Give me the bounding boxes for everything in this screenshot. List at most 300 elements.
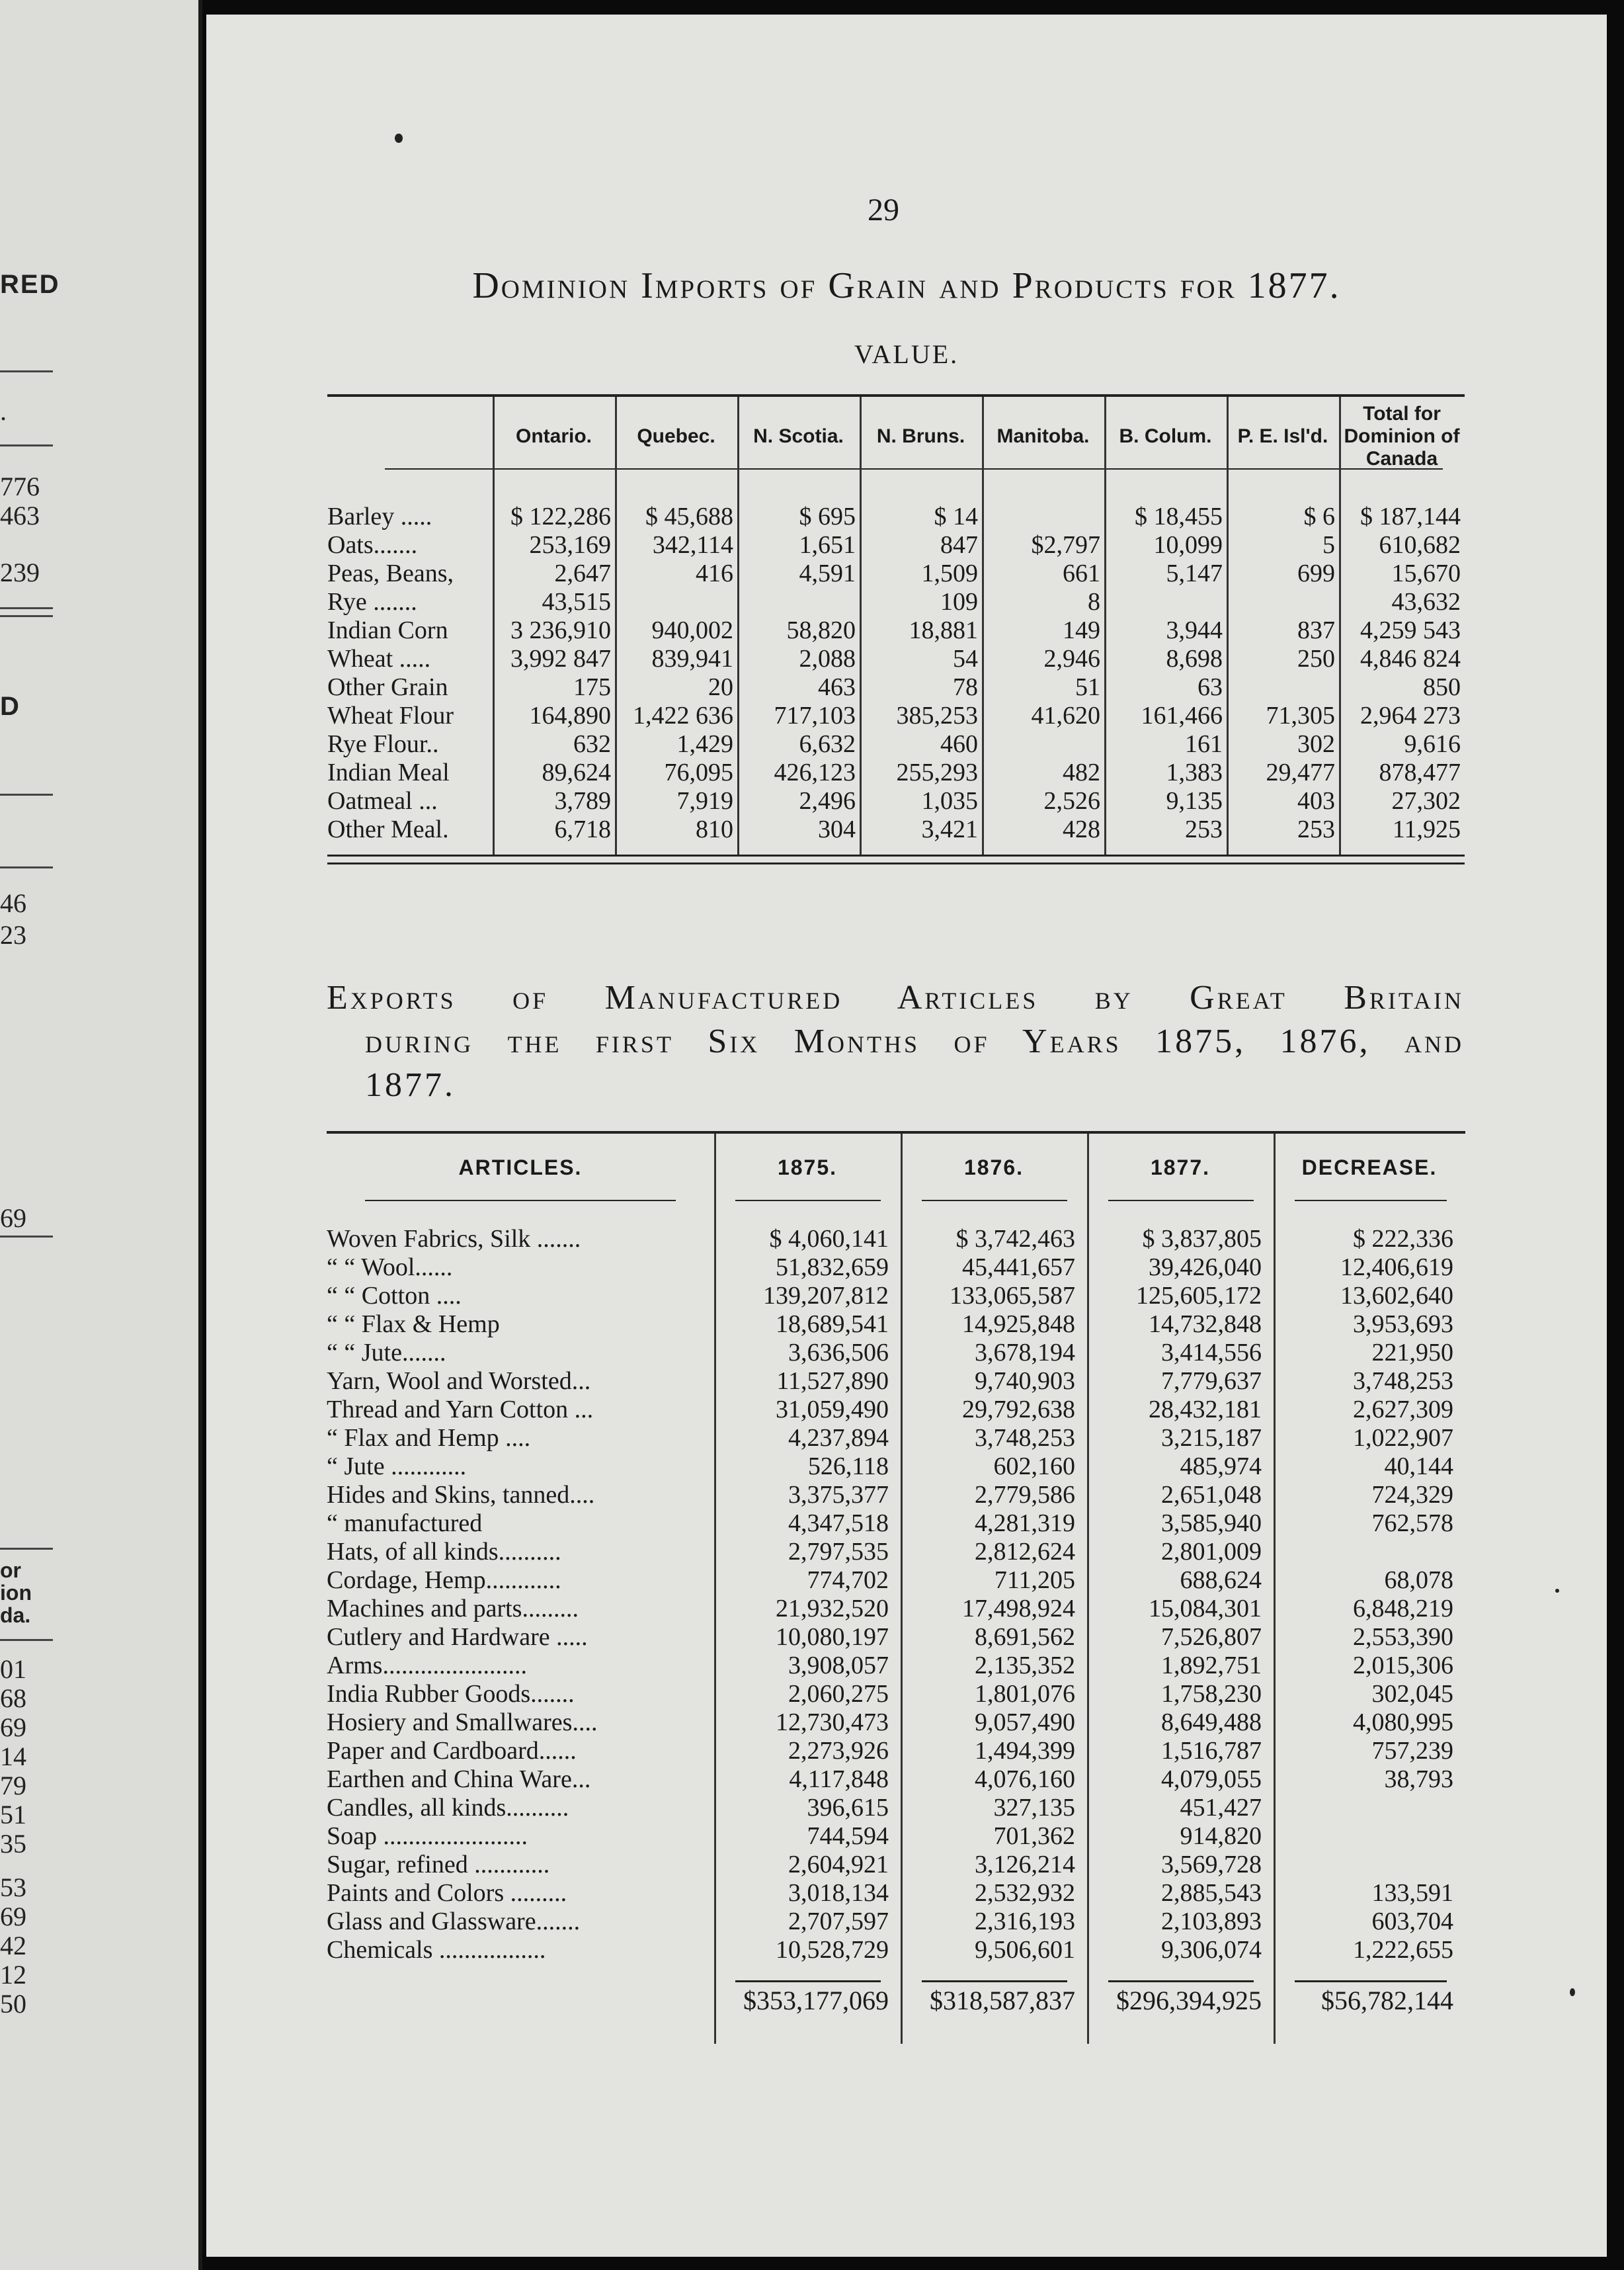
- exports-title-line: during the first Six Months of Years 1875, 1876, and: [365, 1023, 1464, 1060]
- table-cell: 9,135: [1166, 787, 1223, 815]
- table-cell: [1104, 588, 1227, 616]
- left-fragment: 01: [0, 1654, 26, 1684]
- table-cell: 8,649,488: [1161, 1708, 1262, 1736]
- print-speck: [1570, 1988, 1575, 1996]
- table-row: [327, 816, 1465, 844]
- table-cell: 253: [1185, 816, 1223, 843]
- left-fragment: 42: [0, 1931, 26, 1960]
- table-cell: 3,748,253: [975, 1424, 1075, 1452]
- table-cell: 3,215,187: [1161, 1424, 1262, 1452]
- table-cell: 426,123: [774, 759, 856, 786]
- table-cell: 485,974: [1180, 1452, 1262, 1480]
- table-cell: 661: [1063, 560, 1100, 587]
- table-cell: 1,035: [921, 787, 978, 815]
- row-label: Cordage, Hemp............: [327, 1566, 561, 1594]
- row-label: “ Flax and Hemp ....: [327, 1424, 531, 1452]
- left-fragment: 51: [0, 1800, 26, 1829]
- table-cell: 2,964 273: [1360, 702, 1461, 730]
- table-cell: 14,925,848: [962, 1310, 1075, 1338]
- table-row: [327, 759, 1465, 787]
- left-fragment: .: [0, 396, 7, 426]
- total-cell: [327, 1964, 714, 2015]
- table-row: [327, 1936, 1465, 1964]
- left-fragment: RED: [0, 270, 60, 299]
- table-cell: 2,273,926: [788, 1737, 889, 1765]
- table-cell: 2,060,275: [788, 1680, 889, 1708]
- table-cell: 2,946: [1043, 645, 1100, 673]
- table-cell: 2,647: [554, 560, 611, 587]
- table-cell: 2,801,009: [1161, 1538, 1262, 1566]
- table-cell: 717,103: [774, 702, 856, 730]
- left-rule: [0, 607, 53, 609]
- table-cell: 940,002: [651, 616, 733, 644]
- table-cell: 38,793: [1384, 1765, 1453, 1793]
- table-row: [327, 673, 1465, 702]
- left-fragment: 50: [0, 1989, 26, 2019]
- table-cell: 8,691,562: [975, 1623, 1075, 1651]
- table-cell: 29,477: [1266, 759, 1335, 786]
- row-label: Peas, Beans,: [327, 560, 454, 587]
- table-cell: 3,789: [554, 787, 611, 815]
- table-cell: 1,494,399: [975, 1737, 1075, 1765]
- left-fragment: 46: [0, 888, 26, 918]
- table-row: [327, 1680, 1465, 1708]
- column-header: N. Scotia.: [753, 425, 844, 447]
- table-cell: [982, 730, 1104, 759]
- table-cell: 914,820: [1180, 1822, 1262, 1850]
- column-header: 1875.: [777, 1155, 838, 1179]
- spacer-row: [327, 476, 1465, 503]
- row-label: Other Meal.: [327, 816, 449, 843]
- table-cell: 2,627,309: [1353, 1396, 1453, 1423]
- table-cell: 10,528,729: [776, 1936, 889, 1964]
- table-cell: 1,758,230: [1161, 1680, 1262, 1708]
- table-cell: 253,169: [529, 531, 611, 559]
- table-cell: 688,624: [1180, 1566, 1262, 1594]
- table-cell: 5: [1322, 531, 1335, 559]
- imports-title: Dominion Imports of Grain and Products for 1877.: [472, 265, 1341, 306]
- left-fragment: 239: [0, 558, 40, 587]
- table-cell: $ 4,060,141: [769, 1225, 889, 1253]
- table-cell: 762,578: [1371, 1509, 1453, 1537]
- total-cell: $296,394,925: [1116, 1986, 1262, 2015]
- left-fragment: 68: [0, 1683, 26, 1713]
- row-label: Glass and Glassware.......: [327, 1908, 581, 1935]
- exports-header-row: [327, 1134, 1465, 1201]
- row-label: Yarn, Wool and Worsted...: [327, 1367, 591, 1395]
- table-cell: $2,797: [1031, 531, 1100, 559]
- table-cell: 58,820: [786, 616, 856, 644]
- column-header: DECREASE.: [1301, 1155, 1438, 1179]
- table-cell: 610,682: [1379, 531, 1461, 559]
- table-cell: 9,057,490: [975, 1708, 1075, 1736]
- table-cell: 526,118: [807, 1452, 889, 1480]
- table-cell: 40,144: [1384, 1452, 1453, 1480]
- table-cell: 3,944: [1166, 616, 1223, 644]
- row-label: Wheat Flour: [327, 702, 454, 730]
- left-fragment: 12: [0, 1960, 26, 1990]
- table-cell: 3,126,214: [975, 1851, 1075, 1878]
- table-cell: 839,941: [651, 645, 733, 673]
- table-row: [327, 1595, 1465, 1623]
- row-label: Sugar, refined ............: [327, 1851, 550, 1878]
- print-speck: [395, 134, 403, 143]
- table-cell: 2,604,921: [788, 1851, 889, 1878]
- table-cell: 701,362: [993, 1822, 1075, 1850]
- table-row: [327, 1367, 1465, 1396]
- table-cell: 4,259 543: [1360, 616, 1461, 644]
- table-cell: 12,730,473: [776, 1708, 889, 1736]
- table-cell: 125,605,172: [1136, 1282, 1262, 1310]
- table-cell: 3,018,134: [788, 1879, 889, 1907]
- table-cell: 451,427: [1180, 1794, 1262, 1822]
- table-cell: 2,812,624: [975, 1538, 1075, 1566]
- table-cell: $ 695: [799, 503, 856, 530]
- row-label: Paper and Cardboard......: [327, 1737, 577, 1765]
- table-cell: 4,117,848: [789, 1765, 889, 1793]
- table-row: [327, 1396, 1465, 1424]
- table-cell: 744,594: [807, 1822, 889, 1850]
- table-cell: 161,466: [1141, 702, 1223, 730]
- table-cell: 2,088: [799, 645, 856, 673]
- left-fragment: 79: [0, 1771, 26, 1800]
- table-cell: 78: [953, 673, 978, 701]
- table-cell: 699: [1297, 560, 1335, 587]
- table-cell: [982, 503, 1104, 531]
- table-cell: 1,892,751: [1161, 1652, 1262, 1679]
- row-label: Soap .......................: [327, 1822, 528, 1850]
- left-rule: [0, 1639, 53, 1641]
- table-row: [327, 531, 1465, 560]
- table-row: [327, 1623, 1465, 1652]
- table-cell: 428: [1063, 816, 1100, 843]
- table-cell: 3,908,057: [788, 1652, 889, 1679]
- table-cell: 11,527,890: [776, 1367, 889, 1395]
- table-cell: 8,698: [1166, 645, 1223, 673]
- table-cell: 9,306,074: [1161, 1936, 1262, 1964]
- row-label: “ “ Jute.......: [327, 1339, 446, 1366]
- table-cell: 29,792,638: [962, 1396, 1075, 1423]
- table-cell: 632: [573, 730, 611, 758]
- table-cell: 20: [708, 673, 733, 701]
- column-header: 1877.: [1150, 1155, 1211, 1179]
- table-cell: $ 187,144: [1360, 503, 1461, 530]
- table-cell: 21,932,520: [776, 1595, 889, 1622]
- table-cell: 68,078: [1384, 1566, 1453, 1594]
- table-cell: 7,779,637: [1161, 1367, 1262, 1395]
- table-cell: 302: [1297, 730, 1335, 758]
- row-label: Cutlery and Hardware .....: [327, 1623, 588, 1651]
- table-cell: 4,076,160: [975, 1765, 1075, 1793]
- table-cell: 28,432,181: [1149, 1396, 1262, 1423]
- table-cell: 164,890: [529, 702, 611, 730]
- table-cell: 109: [940, 588, 978, 616]
- table-cell: 2,135,352: [975, 1652, 1075, 1679]
- table-row: [327, 503, 1465, 531]
- left-fragment: 53: [0, 1872, 26, 1902]
- print-speck: [1555, 1589, 1559, 1593]
- table-cell: $ 3,742,463: [955, 1225, 1075, 1253]
- table-cell: 6,848,219: [1353, 1595, 1453, 1622]
- table-cell: 1,422 636: [633, 702, 733, 730]
- table-cell: 161: [1185, 730, 1223, 758]
- row-label: Paints and Colors .........: [327, 1879, 567, 1907]
- table-cell: 133,065,587: [950, 1282, 1075, 1310]
- table-cell: [1227, 673, 1339, 702]
- table-cell: 1,383: [1166, 759, 1223, 786]
- table-cell: 757,239: [1371, 1737, 1453, 1765]
- left-rule: [0, 615, 53, 617]
- table-row: [327, 1481, 1465, 1509]
- table-row: [327, 616, 1465, 645]
- row-label: Oats.......: [327, 531, 418, 559]
- left-fragment: 776: [0, 472, 40, 501]
- table-cell: 15,084,301: [1149, 1595, 1262, 1622]
- table-cell: 2,103,893: [1161, 1908, 1262, 1935]
- exports-table: [327, 1134, 1465, 2015]
- table-cell: 12,406,619: [1340, 1253, 1453, 1281]
- table-row: [327, 1908, 1465, 1936]
- table-cell: 71,305: [1266, 702, 1335, 730]
- table-cell: 253: [1297, 816, 1335, 843]
- totals-row: [327, 1964, 1465, 2015]
- table-cell: 10,099: [1153, 531, 1223, 559]
- table-cell: 602,160: [993, 1452, 1075, 1480]
- table-row: [327, 1822, 1465, 1851]
- table-row: [327, 1879, 1465, 1908]
- table-cell: 2,885,543: [1161, 1879, 1262, 1907]
- table-cell: 1,516,787: [1161, 1737, 1262, 1765]
- table-cell: 4,080,995: [1353, 1708, 1453, 1736]
- left-fragment: ion: [0, 1581, 32, 1605]
- table-cell: 3,636,506: [788, 1339, 889, 1366]
- table-cell: 460: [940, 730, 978, 758]
- row-label: Hats, of all kinds..........: [327, 1538, 561, 1566]
- imports-header-row: [327, 397, 1465, 476]
- table-cell: 3,414,556: [1161, 1339, 1262, 1366]
- table-cell: 63: [1198, 673, 1223, 701]
- table-row: [327, 1253, 1465, 1282]
- table-cell: 396,615: [807, 1794, 889, 1822]
- table-cell: 45,441,657: [962, 1253, 1075, 1281]
- table-cell: 4,846 824: [1360, 645, 1461, 673]
- row-label: Thread and Yarn Cotton ...: [327, 1396, 594, 1423]
- row-label: Woven Fabrics, Silk .......: [327, 1225, 581, 1253]
- table-cell: 10,080,197: [776, 1623, 889, 1651]
- table-cell: 4,591: [799, 560, 856, 587]
- table-cell: 51,832,659: [776, 1253, 889, 1281]
- left-rule: [0, 370, 53, 372]
- table-cell: 327,135: [993, 1794, 1075, 1822]
- table-row: [327, 1310, 1465, 1339]
- table-cell: 7,919: [676, 787, 733, 815]
- table-cell: 2,797,535: [788, 1538, 889, 1566]
- left-fragment: 14: [0, 1742, 26, 1771]
- table-cell: $ 122,286: [510, 503, 611, 530]
- table-cell: 3,421: [921, 816, 978, 843]
- table-row: [327, 1765, 1465, 1794]
- left-rule: [0, 866, 53, 868]
- column-header: 1876.: [963, 1155, 1024, 1179]
- table-cell: 2,316,193: [975, 1908, 1075, 1935]
- table-cell: 2,651,048: [1161, 1481, 1262, 1509]
- table-row: [327, 560, 1465, 588]
- table-cell: 1,429: [676, 730, 733, 758]
- row-label: “ “ Cotton ....: [327, 1282, 462, 1310]
- table-cell: 482: [1063, 759, 1100, 786]
- left-fragment: 69: [0, 1712, 26, 1742]
- imports-subtitle: VALUE.: [854, 339, 959, 369]
- table-cell: 76,095: [664, 759, 733, 786]
- table-cell: 878,477: [1379, 759, 1461, 786]
- column-header: Ontario.: [515, 425, 592, 447]
- table-cell: $ 6: [1303, 503, 1335, 530]
- row-label: Wheat .....: [327, 645, 431, 673]
- left-rule: [0, 794, 53, 796]
- total-cell: $318,587,837: [930, 1986, 1075, 2015]
- table-cell: 3,953,693: [1353, 1310, 1453, 1338]
- table-cell: 2,553,390: [1353, 1623, 1453, 1651]
- table-cell: $ 45,688: [645, 503, 733, 530]
- table-cell: 724,329: [1371, 1481, 1453, 1509]
- table-cell: 810: [696, 816, 733, 843]
- table-cell: 18,689,541: [776, 1310, 889, 1338]
- table-cell: 51: [1075, 673, 1100, 701]
- table-cell: 221,950: [1371, 1339, 1453, 1366]
- table-cell: 4,079,055: [1161, 1765, 1262, 1793]
- table-cell: 139,207,812: [763, 1282, 889, 1310]
- row-label: Arms.......................: [327, 1652, 527, 1679]
- table-cell: 18,881: [909, 616, 978, 644]
- table-cell: 9,616: [1404, 730, 1461, 758]
- table-cell: 149: [1063, 616, 1100, 644]
- table-cell: 711,205: [994, 1566, 1075, 1594]
- table-cell: 1,222,655: [1353, 1936, 1453, 1964]
- table-cell: 43,515: [542, 588, 611, 616]
- row-label: Other Grain: [327, 673, 448, 701]
- table-cell: 11,925: [1392, 816, 1461, 843]
- table-cell: 15,670: [1391, 560, 1461, 587]
- left-rule: [0, 444, 53, 446]
- table-cell: 774,702: [807, 1566, 889, 1594]
- table-cell: [1274, 1851, 1465, 1879]
- column-header: B. Colum.: [1119, 425, 1212, 447]
- table-cell: 175: [573, 673, 611, 701]
- row-label: Rye .......: [327, 588, 417, 616]
- table-row: [327, 1794, 1465, 1822]
- row-label: Earthen and China Ware...: [327, 1765, 591, 1793]
- row-label: Hosiery and Smallwares....: [327, 1708, 598, 1736]
- table-cell: 1,022,907: [1353, 1424, 1453, 1452]
- table-row: [327, 1851, 1465, 1879]
- spacer-row: [327, 1201, 1465, 1225]
- table-cell: 133,591: [1371, 1879, 1453, 1907]
- left-fragment: or: [0, 1558, 21, 1582]
- table-cell: [1227, 588, 1339, 616]
- column-header: P. E. Isl'd.: [1237, 425, 1328, 447]
- table-cell: 8: [1088, 588, 1100, 616]
- table-cell: 6,632: [799, 730, 856, 758]
- row-label: “ “ Flax & Hemp: [327, 1310, 500, 1338]
- table-cell: [1274, 1794, 1465, 1822]
- column-header: Manitoba.: [996, 425, 1090, 447]
- table-cell: 7,526,807: [1161, 1623, 1262, 1651]
- table-cell: 2,779,586: [975, 1481, 1075, 1509]
- left-fragment: 463: [0, 501, 40, 530]
- table-row: [327, 645, 1465, 673]
- table-cell: 3,569,728: [1161, 1851, 1262, 1878]
- total-cell: $56,782,144: [1321, 1986, 1453, 2015]
- table-cell: 2,015,306: [1353, 1652, 1453, 1679]
- row-label: “ “ Wool......: [327, 1253, 453, 1281]
- table-cell: 463: [818, 673, 856, 701]
- table-cell: 304: [818, 816, 856, 843]
- exports-title-line: 1877.: [365, 1066, 456, 1104]
- table-cell: 847: [940, 531, 978, 559]
- left-rule: [0, 1236, 53, 1238]
- row-label: Indian Meal: [327, 759, 450, 786]
- page-number: 29: [868, 192, 899, 228]
- table-cell: 302,045: [1371, 1680, 1453, 1708]
- table-row: [327, 1452, 1465, 1481]
- table-cell: 39,426,040: [1149, 1253, 1262, 1281]
- row-label: India Rubber Goods.......: [327, 1680, 575, 1708]
- table-row: [327, 702, 1465, 730]
- table-cell: 4,281,319: [975, 1509, 1075, 1537]
- column-header: Total for Dominion of Canada: [1344, 403, 1460, 470]
- left-fragment: 23: [0, 920, 26, 950]
- table-cell: 89,624: [542, 759, 611, 786]
- table-cell: 2,496: [799, 787, 856, 815]
- table-cell: 2,532,932: [975, 1879, 1075, 1907]
- row-label: Chemicals .................: [327, 1936, 546, 1964]
- table-row: [327, 1538, 1465, 1566]
- exports-title: [327, 976, 1464, 1107]
- table-cell: 3 236,910: [510, 616, 611, 644]
- table-cell: 3,748,253: [1353, 1367, 1453, 1395]
- table-cell: 17,498,924: [962, 1595, 1075, 1622]
- row-label: Barley .....: [327, 503, 432, 530]
- table-row: [327, 787, 1465, 816]
- table-cell: [615, 588, 737, 616]
- table-row: [327, 1339, 1465, 1367]
- table-cell: 2,526: [1043, 787, 1100, 815]
- document-page: [206, 15, 1607, 2257]
- table-cell: 54: [953, 645, 978, 673]
- table-cell: 14,732,848: [1149, 1310, 1262, 1338]
- facing-page-edge: [0, 0, 202, 2270]
- column-header: ARTICLES.: [458, 1155, 583, 1179]
- left-rule: [0, 1548, 53, 1550]
- table-cell: 27,302: [1391, 787, 1461, 815]
- column-header: [327, 397, 493, 476]
- table-cell: [1274, 1822, 1465, 1851]
- table-cell: 255,293: [896, 759, 978, 786]
- table-row: [327, 1652, 1465, 1680]
- table-cell: 603,704: [1371, 1908, 1453, 1935]
- table-row: [327, 1282, 1465, 1310]
- table-cell: 1,801,076: [975, 1680, 1075, 1708]
- table-cell: 837: [1297, 616, 1335, 644]
- row-label: “ Jute ............: [327, 1452, 467, 1480]
- table-row: [327, 730, 1465, 759]
- table-cell: 250: [1297, 645, 1335, 673]
- table-cell: 403: [1297, 787, 1335, 815]
- table-row: [327, 588, 1465, 616]
- table-cell: 13,602,640: [1340, 1282, 1453, 1310]
- table-cell: 31,059,490: [776, 1396, 889, 1423]
- table-row: [327, 1424, 1465, 1452]
